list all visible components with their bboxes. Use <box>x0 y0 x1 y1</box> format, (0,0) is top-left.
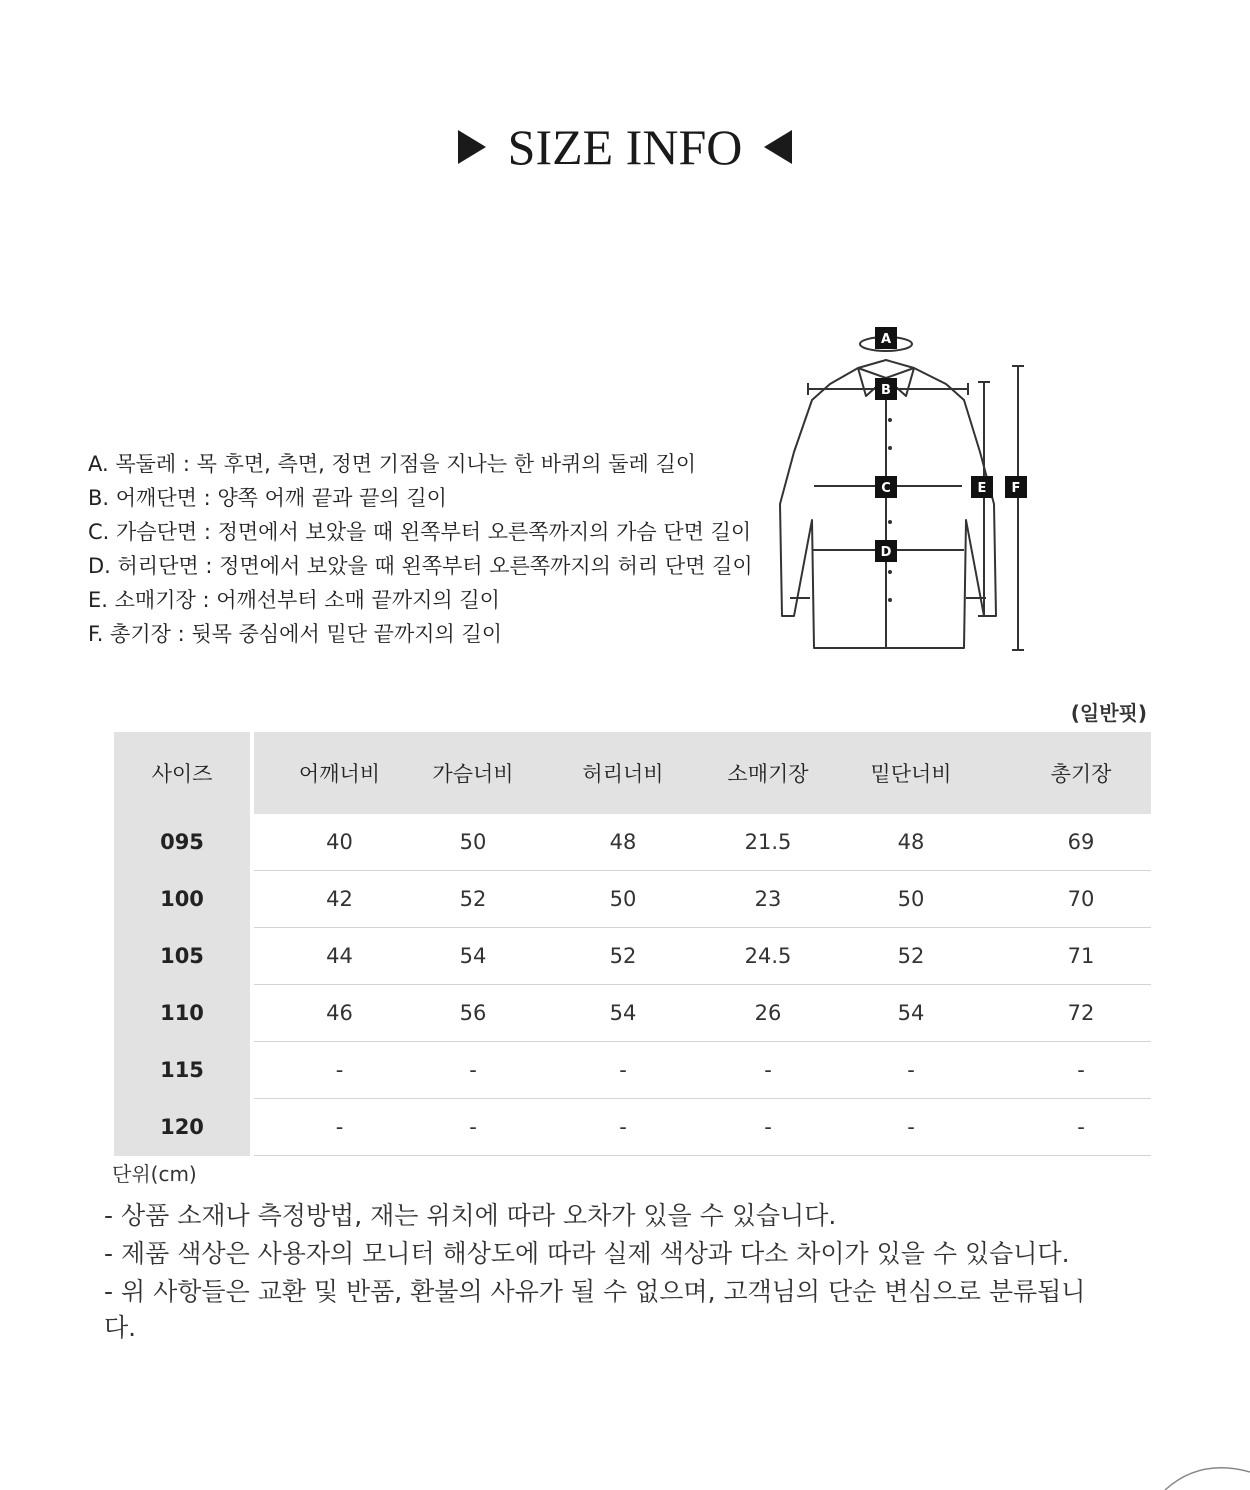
table-cell: 54 <box>425 928 521 985</box>
fit-type-label: (일반핏) <box>1070 701 1147 725</box>
table-cell: 54 <box>811 985 1011 1042</box>
table-cell: 52 <box>521 928 725 985</box>
triangle-right-icon <box>458 130 486 164</box>
title-text: SIZE INFO <box>507 119 743 175</box>
table-cell: - <box>425 1099 521 1156</box>
table-cell: - <box>1011 1099 1151 1156</box>
size-cell: 095 <box>114 814 252 871</box>
shirt-body-outline <box>780 368 996 648</box>
size-cell: 115 <box>114 1042 252 1099</box>
table-cell: 71 <box>1011 928 1151 985</box>
table-cell: 46 <box>252 985 425 1042</box>
notice-item: - 위 사항들은 교환 및 반품, 환불의 사유가 될 수 없으며, 고객님의 단순 변심으로 분류됩니다. <box>104 1277 1086 1342</box>
table-cell: 26 <box>725 985 811 1042</box>
marker-e: E <box>977 481 987 496</box>
table-cell: - <box>252 1042 425 1099</box>
table-cell: 44 <box>252 928 425 985</box>
notice-list <box>104 1198 1094 1348</box>
definition-f: F. 총기장 : 뒷목 중심에서 밑단 끝까지의 길이 <box>88 622 503 646</box>
size-cell: 120 <box>114 1099 252 1156</box>
table-cell: 69 <box>1011 814 1151 871</box>
shirt-measurement-diagram <box>770 320 1040 660</box>
triangle-left-icon <box>764 130 792 164</box>
header-sleeve: 소매기장 <box>725 732 811 814</box>
table-cell: 50 <box>425 814 521 871</box>
table-row <box>114 871 1151 928</box>
table-cell: 54 <box>521 985 725 1042</box>
header-hem: 밑단너비 <box>811 732 1011 814</box>
table-row <box>114 814 1151 871</box>
size-cell: 110 <box>114 985 252 1042</box>
table-cell: - <box>1011 1042 1151 1099</box>
table-cell: 52 <box>811 928 1011 985</box>
unit-label: 단위(cm) <box>112 1162 197 1186</box>
table-cell: 72 <box>1011 985 1151 1042</box>
header-total-length: 총기장 <box>1011 732 1151 814</box>
table-cell: - <box>252 1099 425 1156</box>
table-cell: 56 <box>425 985 521 1042</box>
marker-f: F <box>1011 481 1021 496</box>
header-chest: 가슴너비 <box>425 732 521 814</box>
table-cell: - <box>425 1042 521 1099</box>
size-cell: 105 <box>114 928 252 985</box>
table-cell: 70 <box>1011 871 1151 928</box>
table-cell: - <box>725 1042 811 1099</box>
table-cell: 48 <box>811 814 1011 871</box>
table-cell: 50 <box>521 871 725 928</box>
table-cell: 52 <box>425 871 521 928</box>
definition-a: A. 목둘레 : 목 후면, 측면, 정면 기점을 지나는 한 바퀴의 둘레 길이 <box>88 452 697 476</box>
table-cell: 48 <box>521 814 725 871</box>
definition-b: B. 어깨단면 : 양쪽 어깨 끝과 끝의 길이 <box>88 486 447 510</box>
corner-arc-decoration <box>1160 1460 1250 1490</box>
size-table <box>114 732 1151 1156</box>
table-cell: - <box>521 1042 725 1099</box>
table-cell: - <box>521 1099 725 1156</box>
header-size: 사이즈 <box>114 732 252 814</box>
table-cell: 23 <box>725 871 811 928</box>
marker-a: A <box>880 332 892 347</box>
table-cell: 40 <box>252 814 425 871</box>
table-cell: - <box>811 1042 1011 1099</box>
marker-b: B <box>881 383 891 398</box>
size-cell: 100 <box>114 871 252 928</box>
header-shoulder: 어깨너비 <box>252 732 425 814</box>
table-row <box>114 985 1151 1042</box>
definition-c: C. 가슴단면 : 정면에서 보았을 때 왼쪽부터 오른쪽까지의 가슴 단면 길이 <box>88 520 752 544</box>
table-cell: - <box>725 1099 811 1156</box>
table-cell: 50 <box>811 871 1011 928</box>
header-waist: 허리너비 <box>521 732 725 814</box>
marker-c: C <box>881 481 891 496</box>
size-info-title <box>0 112 1250 182</box>
table-cell: 24.5 <box>725 928 811 985</box>
table-row <box>114 1099 1151 1156</box>
marker-d: D <box>880 545 892 560</box>
table-cell: - <box>811 1099 1011 1156</box>
notice-item: - 제품 색상은 사용자의 모니터 해상도에 따라 실제 색상과 다소 차이가 있을 수 있습니다. <box>104 1239 1070 1268</box>
definition-e: E. 소매기장 : 어깨선부터 소매 끝까지의 길이 <box>88 588 500 612</box>
measurement-definitions <box>88 447 778 651</box>
table-cell: 21.5 <box>725 814 811 871</box>
notice-item: - 상품 소재나 측정방법, 재는 위치에 따라 오차가 있을 수 있습니다. <box>104 1201 837 1230</box>
table-cell: 42 <box>252 871 425 928</box>
table-row <box>114 928 1151 985</box>
table-row <box>114 1042 1151 1099</box>
table-header-row <box>114 732 1151 814</box>
definition-d: D. 허리단면 : 정면에서 보았을 때 왼쪽부터 오른쪽까지의 허리 단면 길이 <box>88 554 753 578</box>
